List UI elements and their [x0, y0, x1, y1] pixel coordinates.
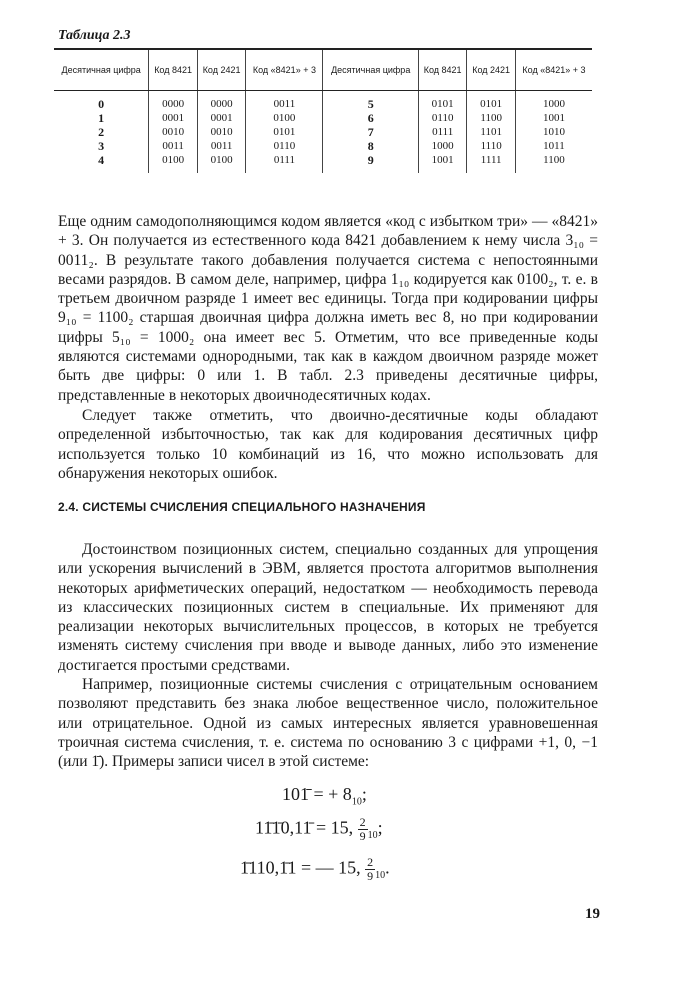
- formula-1-end: ;: [361, 784, 367, 804]
- formula-3-expression: 1̄110,1̄1 = — 15,: [240, 857, 361, 878]
- formula-3-subscript: 10: [375, 870, 386, 882]
- table-cell-excess3-5-9: 1000 1001 1010 1011 1100: [515, 91, 592, 174]
- formula-2-end: ;: [377, 817, 383, 838]
- formula-3-numerator: 2: [367, 855, 374, 869]
- formula-2-expression: 11̄1̄0,11̄ = 15,: [255, 817, 354, 838]
- header-code-excess3: Код «8421» + 3: [246, 49, 323, 91]
- formula-1: [282, 784, 367, 808]
- formula-3-fraction: [365, 856, 375, 883]
- paragraph-excess3: Еще одним самодополняющимся кодом является «код с избытком три» — «8421» + 3. Он получается из естественного кода 8421 добавлением к нему числа 3₁₀ = 0011₂. В результате такого добавления получается система с непостоянными весами разрядов. В самом деле, например, цифра 1₁₀ кодируется как 0100₂, т. е. в третьем двоичном разряде 1 имеет вес единицы. Тогда при кодировании цифры 9₁₀ = 1100₂ старшая двоичная цифра должна иметь вес 8, но при кодировании цифры 5₁₀ = 1000₂ она имеет вес 5. Отметим, что все приведенные коды являются системами однородными, так как в каждом двоичном разряде может быть две цифры: 0 или 1. В табл. 2.3 приведены десятичные цифры, представленные в некоторых двоичнодесятичных кодах.: [58, 213, 598, 404]
- paragraph-balanced-ternary: Например, позиционные системы счисления с отрицательным основанием позволяют представить без знака любое вещественное число, положительное или отрицательное. Одной из самых интересных является уравновешенная троичная система счисления, т. е. система по основанию 3 с цифрами +1, 0, −1 (или 1̄). Примеры записи чисел в этой системе:: [58, 676, 598, 771]
- header-code-2421-2: Код 2421: [467, 49, 516, 91]
- header-code-2421: Код 2421: [197, 49, 246, 91]
- formula-1-expression: 101̄ = + 8: [282, 784, 352, 804]
- table-cell-digits-5-9: 5 6 7 8 9: [323, 91, 418, 174]
- table-cell-8421-0-4: 0000 0001 0010 0011 0100: [149, 91, 198, 174]
- formula-2-numerator: 2: [359, 815, 366, 829]
- header-decimal-digit: Десятичная цифра: [54, 49, 149, 91]
- header-code-8421-2: Код 8421: [418, 49, 467, 91]
- formula-2-denominator: 9: [359, 829, 366, 843]
- codes-table: [54, 48, 592, 173]
- table-caption: Таблица 2.3: [58, 28, 131, 43]
- table-cell-2421-5-9: 0101 1100 1101 1110 1111: [467, 91, 516, 174]
- formula-2-subscript: 10: [367, 830, 378, 842]
- table-header-row: [54, 49, 592, 91]
- header-code-excess3-2: Код «8421» + 3: [515, 49, 592, 91]
- table-cell-excess3-0-4: 0011 0100 0101 0110 0111: [246, 91, 323, 174]
- header-code-8421: Код 8421: [149, 49, 198, 91]
- paragraph-redundancy: Следует также отметить, что двоично-десятичные коды обладают определенной избыточностью, так как для кодирования десятичных цифр используется только 10 комбинаций из 16, что можно использовать для обнаружения некоторых ошибок.: [58, 407, 598, 482]
- paragraph-special-systems: Достоинством позиционных систем, специально созданных для упрощения или ускорения вычислений в ЭВМ, является простота алгоритмов выполнения некоторых арифметических операций, недостатком — необходимость перевода из классических позиционных систем в специальные. Их применяют для реализации некоторых вычислительных процессов, в которых не требуется изменять систему счисления при вводе и выводе данных, либо это изменение достигается простыми средствами.: [58, 541, 598, 674]
- table-cell-digits-0-4: 0 1 2 3 4: [98, 97, 105, 167]
- formula-1-subscript: 10: [351, 796, 362, 808]
- formula-2-fraction: [358, 816, 368, 843]
- table-cell-8421-5-9: 0101 0110 0111 1000 1001: [418, 91, 467, 174]
- formula-3-end: .: [385, 857, 390, 878]
- table-row: [54, 91, 592, 174]
- page-number: 19: [585, 906, 600, 922]
- table-cell-2421-0-4: 0000 0001 0010 0011 0100: [197, 91, 246, 174]
- formula-3-denominator: 9: [367, 869, 374, 883]
- formula-3: [240, 856, 390, 883]
- header-decimal-digit-2: Десятичная цифра: [323, 49, 418, 91]
- formula-2: [255, 816, 383, 843]
- section-heading: 2.4. СИСТЕМЫ СЧИСЛЕНИЯ СПЕЦИАЛЬНОГО НАЗНАЧЕНИЯ: [58, 500, 426, 514]
